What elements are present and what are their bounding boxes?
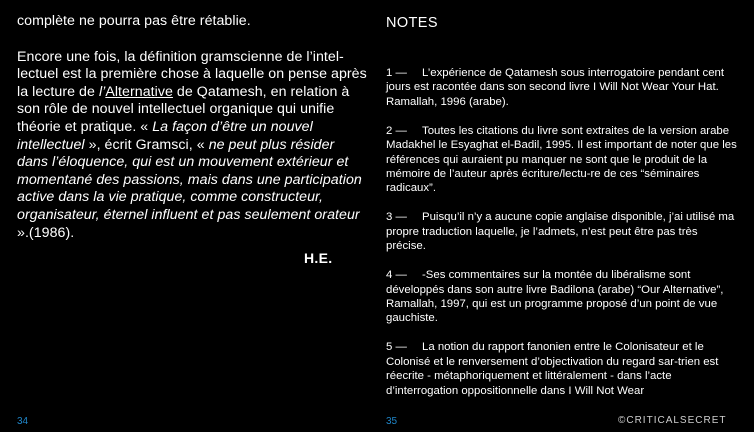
paragraph-2-part-1: Encore une fois, la définition gramscienne de l’intel-lectuel est la première chose à laquelle on pense après la lecture de [17, 48, 367, 100]
note-number: 1 — [386, 67, 407, 79]
copyright-mark: ©CRITICALSECRET [618, 415, 727, 426]
notes-heading: NOTES [386, 15, 438, 31]
paragraph-1: complète ne pourra pas être rétablie. [17, 13, 251, 29]
left-page-text [17, 13, 369, 242]
note-text: L’expérience de Qatamesh sous interrogatoire pendant cent jours est racontée dans son second livre I Will Not Wear Your Hat. Ramallah, 1996 (arabe). [386, 67, 725, 108]
author-signature: H.E. [304, 250, 333, 266]
note-number: 5 — [386, 341, 407, 354]
note-4 [386, 268, 738, 326]
gramsci-quote-2: ne peut plus résider dans l’éloquence, qui est un mouvement extérieur et momentané des passions, mais dans une participation active dans la vie pratique, comme constructeur, organisateur, éternel influent et pas seulement orateur [17, 136, 362, 223]
page-number-right: 35 [386, 416, 398, 427]
note-number: 4 — [386, 269, 407, 282]
note-3 [386, 210, 738, 253]
paragraph-2-part-2: de Qatamesh, en relation à son rôle de nouvel intellectuel organique qui unifie théorie et pratique. « [17, 83, 350, 135]
gramsci-quote-1: La façon d’être un nouvel intellectuel [17, 118, 313, 153]
right-page [377, 0, 754, 432]
note-text: Toutes les citations du livre sont extraites de la version arabe Madakhel le Esyaghat el-Badil, 1995. Il est important de noter que les références qui auraient pu manquer ne sont que le produit de la mémoire de l’auteur après écriture/lectu-re de ces “séminaires radicaux”. [386, 124, 737, 195]
book-title-link: Alternative [105, 83, 173, 100]
paragraph-2-part-4: ».(1986). [17, 224, 75, 241]
note-number: 3 — [386, 211, 407, 224]
note-text: -Ses commentaires sur la montée du libéralisme sont développés dans son autre livre Badilona (arabe) “Our Alternative”, Ramallah, 1997, qui est un programme proposé d’un point de vue gauchiste. [386, 269, 724, 325]
note-number: 2 — [386, 124, 407, 137]
notes-list [386, 66, 738, 413]
paragraph-2-part-3: », écrit Gramsci, « [84, 136, 209, 153]
note-2 [386, 124, 738, 196]
paragraph-2 [17, 49, 369, 243]
note-text: Puisqu’il n’y a aucune copie anglaise disponible, j’ai utilisé ma propre traduction laquelle, je l’admets, n’est peut être pas très précise. [386, 211, 735, 253]
page-number-left: 34 [17, 416, 29, 427]
note-text: La notion du rapport fanonien entre le Colonisateur et le Colonisé et le renversement d’objectivation du regard sar-trien est réecrite - métaphoriquement et littéralement - dans l’acte d’interrogation oppositionnelle dans I Will Not Wear [386, 341, 719, 397]
note-5 [386, 340, 738, 398]
book-title-article: l’ [98, 83, 106, 100]
note-1 [386, 66, 738, 109]
